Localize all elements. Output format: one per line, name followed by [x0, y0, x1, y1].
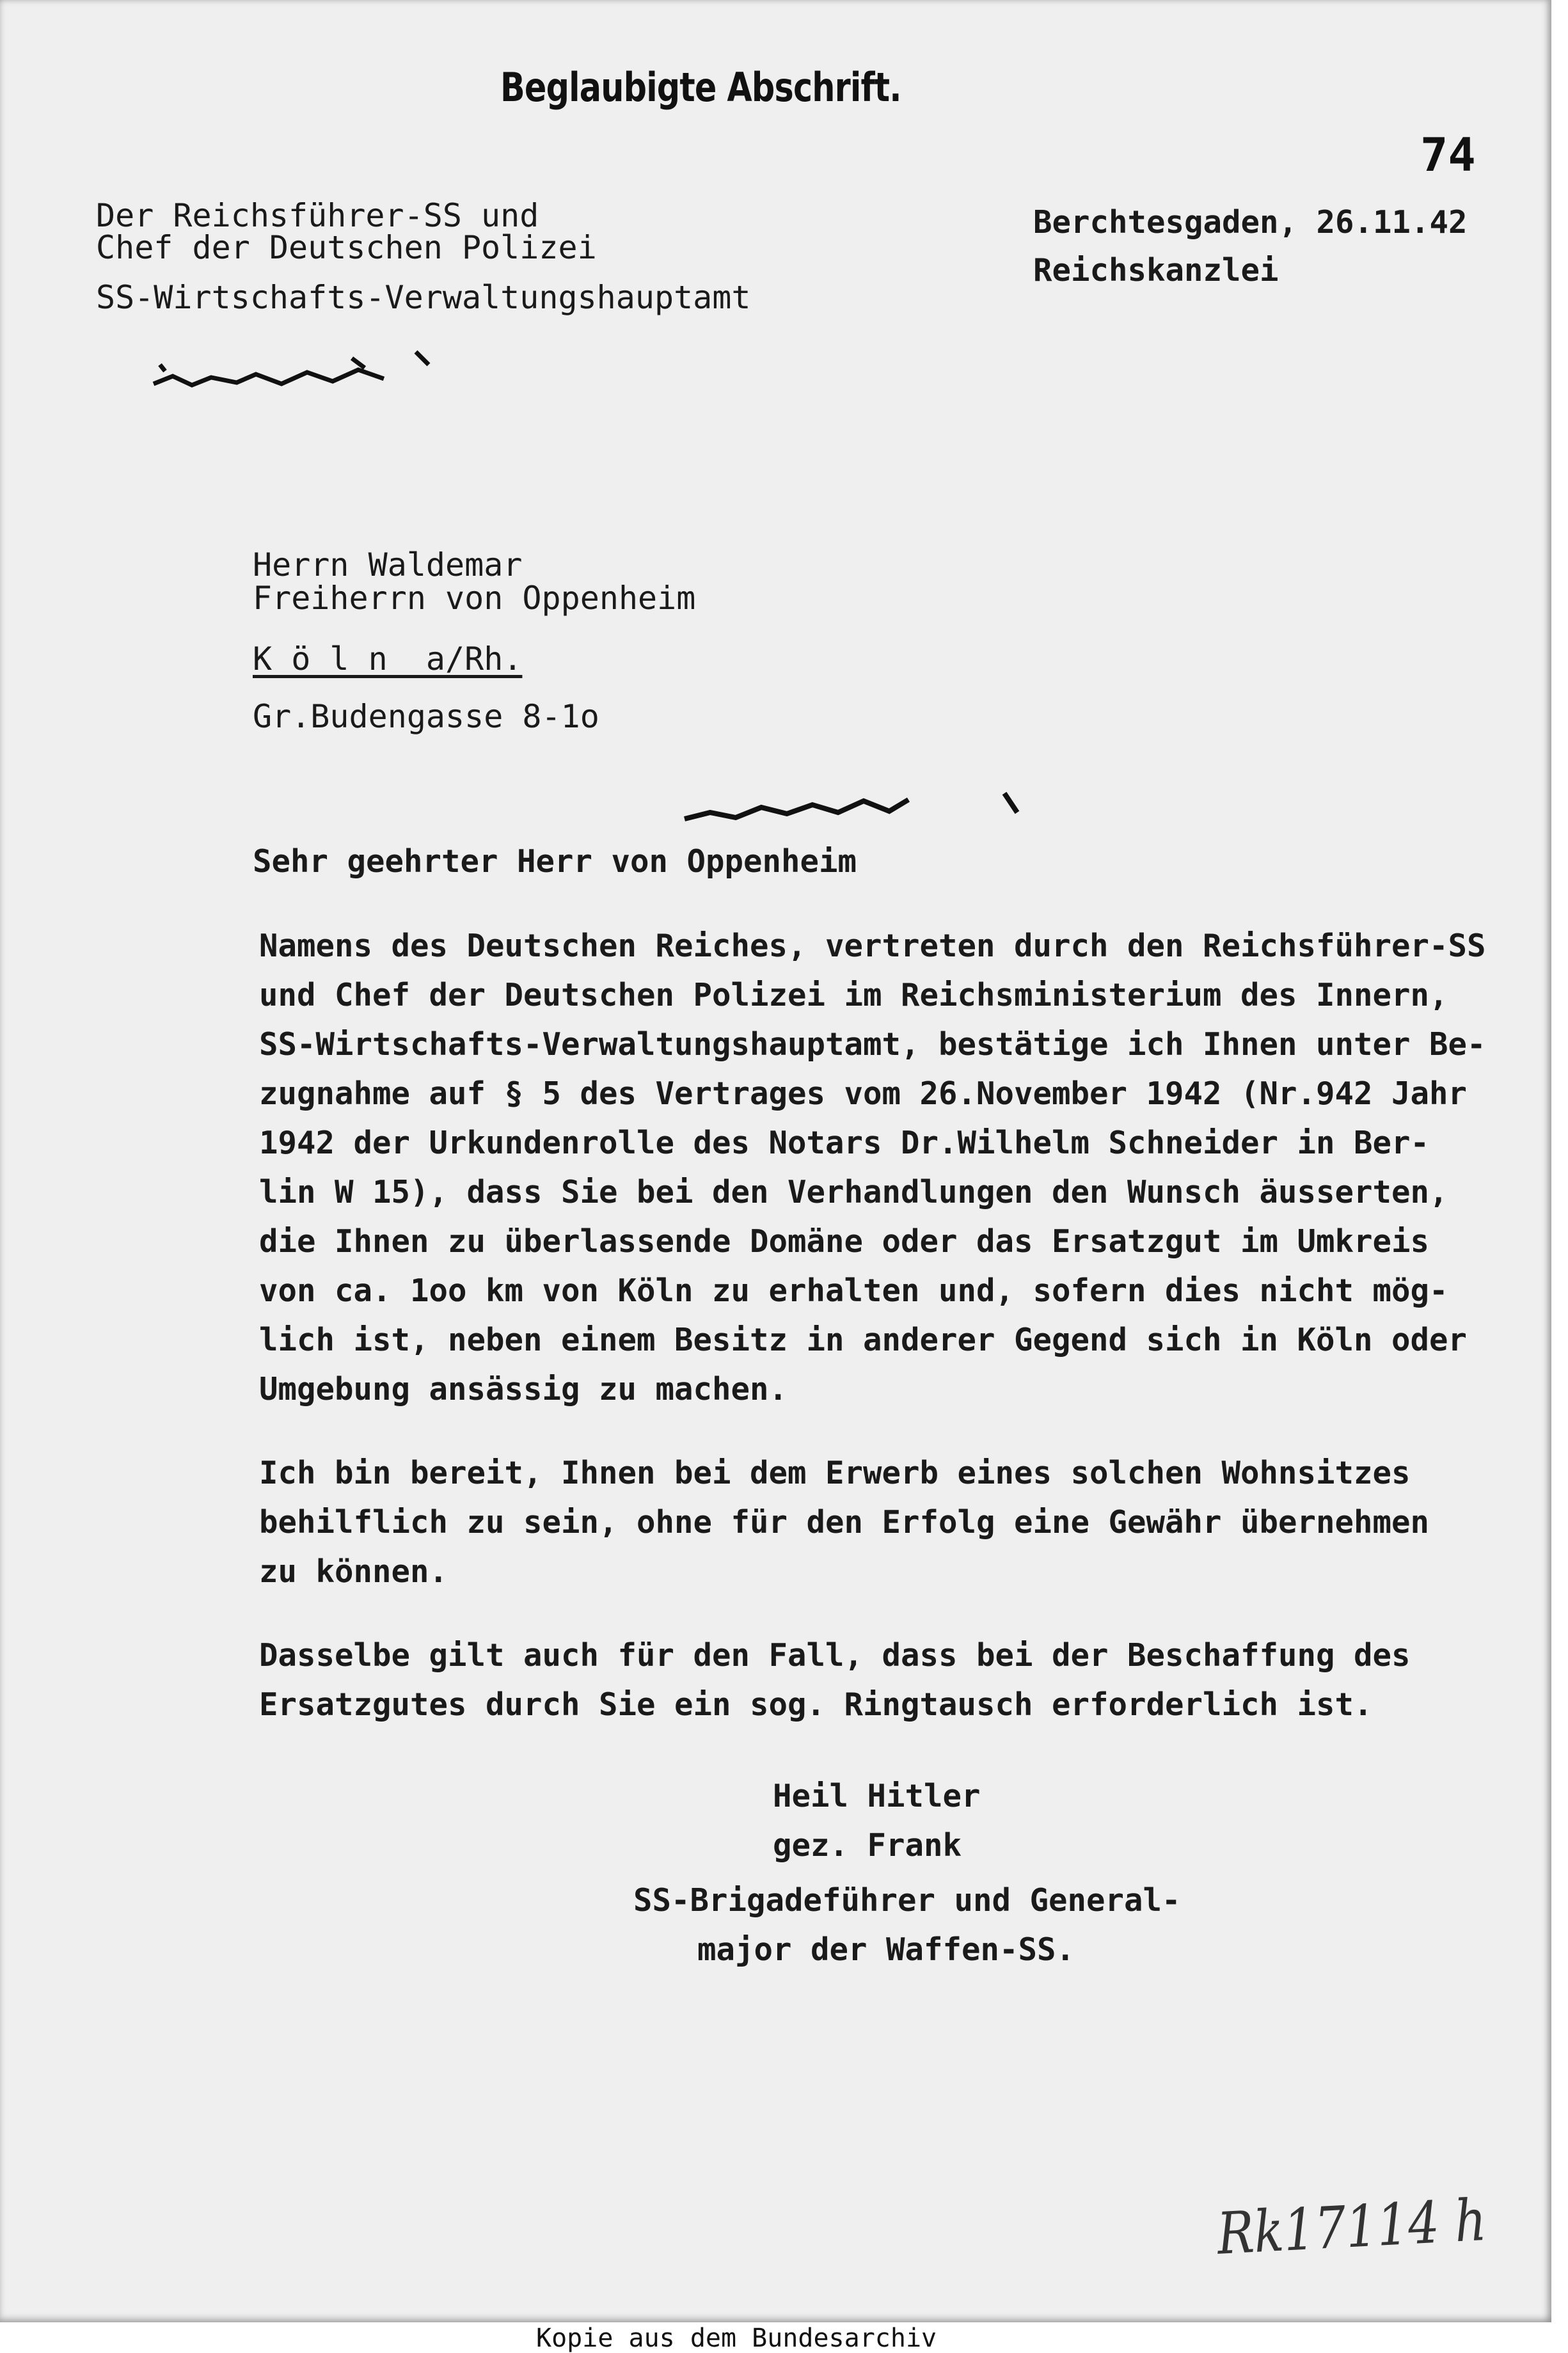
recipient-city: K ö l n a/Rh.	[253, 640, 523, 677]
place-date: Berchtesgaden, 26.11.42	[1033, 204, 1468, 241]
page-number: 74	[1420, 128, 1476, 182]
closing-rank: SS-Brigadeführer und General-	[633, 1882, 1181, 1919]
paragraph-line: SS-Wirtschafts-Verwaltungshauptamt, bestätige ich Ihnen unter Be-	[259, 1026, 1486, 1063]
sender-line-1: Der Reichsführer-SS und	[96, 197, 539, 234]
sender-line-2: Chef der Deutschen Polizei	[96, 229, 597, 266]
paragraph-line: 1942 der Urkundenrolle des Notars Dr.Wilhelm Schneider in Ber-	[259, 1125, 1430, 1161]
closing-signed: gez. Frank	[773, 1827, 962, 1864]
sender-line-3: SS-Wirtschafts-Verwaltungshauptamt	[96, 279, 751, 316]
closing-rank-cont: major der Waffen-SS.	[697, 1931, 1075, 1968]
recipient-line-2: Freiherrn von Oppenheim	[253, 580, 696, 617]
paragraph-line: zu können.	[259, 1553, 448, 1590]
paragraph-line: zugnahme auf § 5 des Vertrages vom 26.November 1942 (Nr.942 Jahr	[259, 1075, 1468, 1112]
paragraph-line: lich ist, neben einem Besitz in anderer Gegend sich in Köln oder	[259, 1322, 1468, 1358]
paragraph-line: behilflich zu sein, ohne für den Erfolg eine Gewähr übernehmen	[259, 1504, 1430, 1541]
recipient-line-1: Herrn Waldemar	[253, 546, 523, 583]
paragraph-line: Ich bin bereit, Ihnen bei dem Erwerb eines solchen Wohnsitzes	[259, 1455, 1411, 1491]
archive-footer: Kopie aus dem Bundesarchiv	[536, 2324, 937, 2353]
closing-greeting: Heil Hitler	[773, 1778, 981, 1814]
paragraph-line: Umgebung ansässig zu machen.	[259, 1371, 788, 1407]
paragraph-line: von ca. 1oo km von Köln zu erhalten und, sofern dies nicht mög-	[259, 1272, 1448, 1309]
place-office: Reichskanzlei	[1033, 252, 1279, 289]
archive-signature: Rk17114 h	[1216, 2186, 1488, 2268]
file-reference-mark	[147, 339, 454, 409]
paragraph-line: Dasselbe gilt auch für den Fall, dass bei der Beschaffung des	[259, 1637, 1411, 1674]
salutation: Sehr geehrter Herr von Oppenheim	[253, 843, 857, 880]
paragraph-line: die Ihnen zu überlassende Domäne oder das Ersatzgut im Umkreis	[259, 1223, 1430, 1260]
paragraph-line: Ersatzgutes durch Sie ein sog. Ringtausch erforderlich ist.	[259, 1686, 1373, 1723]
paragraph-line: lin W 15), dass Sie bei den Verhandlungen den Wunsch äusserten,	[259, 1174, 1448, 1210]
typed-reference-mark	[672, 768, 1068, 838]
recipient-street: Gr.Budengasse 8-1o	[253, 698, 599, 735]
paragraph-line: und Chef der Deutschen Polizei im Reichsministerium des Innern,	[259, 977, 1448, 1013]
document-heading: Beglaubigte Abschrift.	[500, 64, 901, 111]
paragraph-line: Namens des Deutschen Reiches, vertreten durch den Reichsführer-SS	[259, 928, 1486, 964]
